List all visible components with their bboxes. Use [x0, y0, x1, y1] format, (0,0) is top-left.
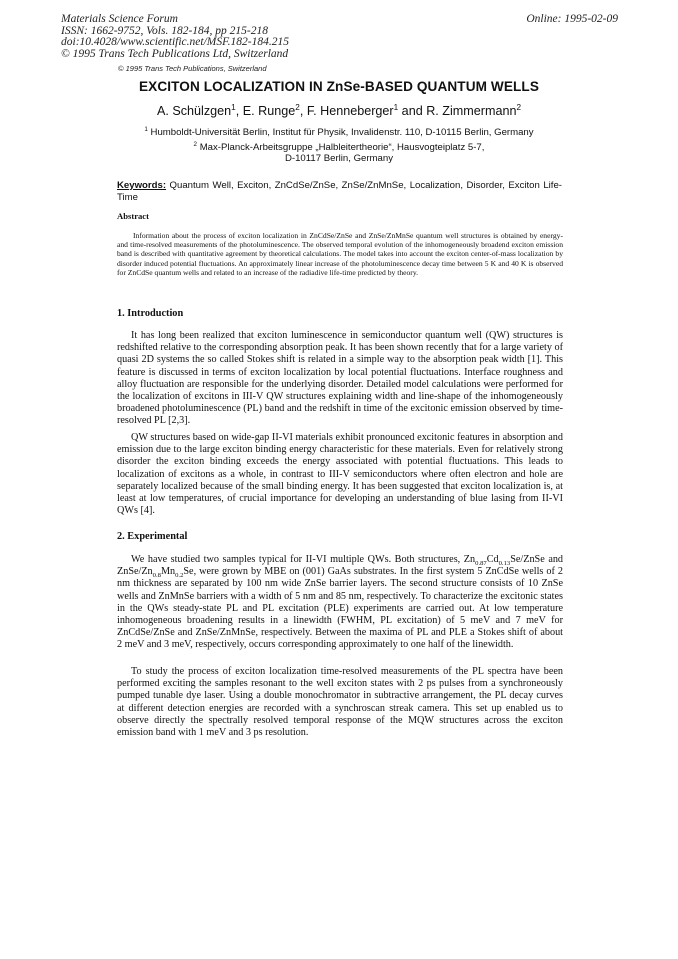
chemical-formula: $Zn_{0.87}Cd_{0.13}Se$/ZnSe	[463, 554, 545, 568]
paragraph: To study the process of exciton localization time-resolved measurements of the PL spectra have been performed exciting the samples resonant to the well exciton states with 2 ps pulses from a synchroneously pumped tunable dye laser. Using a double monochromator in subtractive arrangement, the PL decay curves at different detection energies are recorded with a synchroscan streak camera. This set up enabled us to observe directly the spectrally resolved temporal response of the MQW structures across the exciton emission band with 1 meV and 3 ps resolution.	[117, 666, 563, 739]
author-affiliation-mark: 2	[295, 102, 300, 112]
paper-title: EXCITON LOCALIZATION IN ZnSe-BASED QUANTUM WELLS	[138, 79, 539, 94]
paragraph: It has long been realized that exciton luminescence in semiconductor quantum well (QW) structures is redshifted relative to the corresponding absorption peak. It has been shown recently that for a large variety of quasi 2D systems the so called Stokes shift is related in a simple way to the absorption peak width [1]. This feature is discussed in terms of exciton localization by local potential fluctuations. Interface roughness and alloy fluctuation are responsible for the underlying disorder. Detailed model calculations were performed for the localization of excitons in III-V QW structures explaining width and line-shape of the inhomogeneously broadened photoluminescence (PL) band and the redshift in time of the excitonic emission observed by time-resolved PL [2,3].	[117, 330, 563, 427]
section-heading-experimental: 2. Experimental	[117, 531, 188, 542]
author-list: A. Schülzgen$^1$, E. Runge$^2$, F. Henneberger$^1$ and R. Zimmermann$^2$	[156, 102, 522, 118]
chemical-formula: ZnSe/$Zn_{0.8}Mn_{0.2}Se$,	[117, 566, 197, 580]
doi-link[interactable]: doi:10.4028/www.scientific.net/MSF.182-184.215	[61, 36, 289, 48]
publisher-copyright: © 1995 Trans Tech Publications, Switzerland	[118, 64, 267, 73]
journal-name: Materials Science Forum	[61, 13, 178, 25]
keywords	[117, 180, 562, 204]
author-affiliation-mark: 2	[516, 102, 522, 112]
online-date: Online: 1995-02-09	[526, 13, 618, 25]
abstract-text: Information about the process of exciton localization in ZnCdSe/ZnSe and ZnSe/ZnMnSe quantum well structures is obtained by energy- and time-resolved measurements of the photoluminescence. The observed temporal evolution of the inhomogeneously broadend exciton emission band is described with quantitative agreement by theoretical calculations. The model takes into account the exciton center-of-mass localization by disorder induced potential fluctuations. An approximately linear increase of the photoluminescence decay time between 5 K and 40 K is observed for ZnCdSe quantum wells and related to an increase of the radiadive life-time predicted by theory.	[117, 231, 563, 277]
issn-line: ISSN: 1662-9752, Vols. 182-184, pp 215-218	[61, 24, 268, 37]
keywords-text: Quantum Well, Exciton, ZnCdSe/ZnSe, ZnSe/ZnMnSe, Localization, Disorder, Exciton Life-Time	[117, 180, 562, 203]
paragraph: We have studied two samples typical for II-VI multiple QWs. Both structures, $Zn_{0.87}Cd_{0.13}Se$/ZnSe and ZnSe/$Zn_{0.8}Mn_{0.2}Se$, were grown by MBE on (001) GaAs substrates. In the first system 5 ZnCdSe wells of 2 nm thickness are separated by 100 nm wide ZnSe barrier layers. The second structure consists of 10 ZnSe wells and ZnMnSe barriers with a width of 5 nm and 85 nm, respectively. To characterize the excitonic states in the QWs steady-state PL and PL excitation (PLE) experiments are carried out. At low temperature inhomogeneous broadening results in a linewidth (FWHM, PL excitation) of 5 meV and 7 meV for ZnCdSe/ZnSe and ZnSe/ZnMnSe, respectively. Between the maxima of PL and PLE a Stokes shift of about 2 meV and 3 meV, respectively, occurs corresponding approximately to one half of the linewidth.	[117, 554, 564, 651]
author-name: F. Henneberger	[306, 104, 394, 118]
affiliation-2: $^2$ Max-Planck-Arbeitsgruppe „Halbleitertheorie“, Hausvogteiplatz 5-7, D-10117 Berlin, Germany	[193, 140, 485, 164]
copyright-line: © 1995 Trans Tech Publications Ltd, Switzerland	[61, 47, 289, 60]
author-name: R. Zimmermann	[426, 104, 517, 118]
author-affiliation-mark: 1	[393, 102, 399, 112]
author-name: E. Runge	[242, 104, 296, 118]
author-name: A. Schülzgen	[156, 104, 232, 118]
affiliation-1: $^1$ Humboldt-Universität Berlin, Institut für Physik, Invalidenstr. 110, D-10115 Berlin, Germany	[144, 125, 534, 138]
section-heading-introduction: 1. Introduction	[117, 308, 184, 319]
keywords-label: Keywords:	[117, 180, 167, 191]
paragraph: QW structures based on wide-gap II-VI materials exhibit pronounced excitonic features in absorption and emission due to the large exciton binding energy characteristic for these materials. Even for relatively strong disorder the exciton binding exceeds the energy associated with potential fluctuations. This leads to localization of excitons as a whole, in contrast to III-V semiconductors where often electron and hole are separately localized because of the small binding energy. It has been suggested that exciton localization is, at least at low temperatures, of crucial importance for developing an understanding of blue lasing from II-VI QWs [4].	[117, 432, 563, 517]
author-affiliation-mark: 1	[231, 102, 236, 112]
abstract-heading: Abstract	[117, 211, 149, 221]
publication-metadata	[61, 14, 391, 60]
